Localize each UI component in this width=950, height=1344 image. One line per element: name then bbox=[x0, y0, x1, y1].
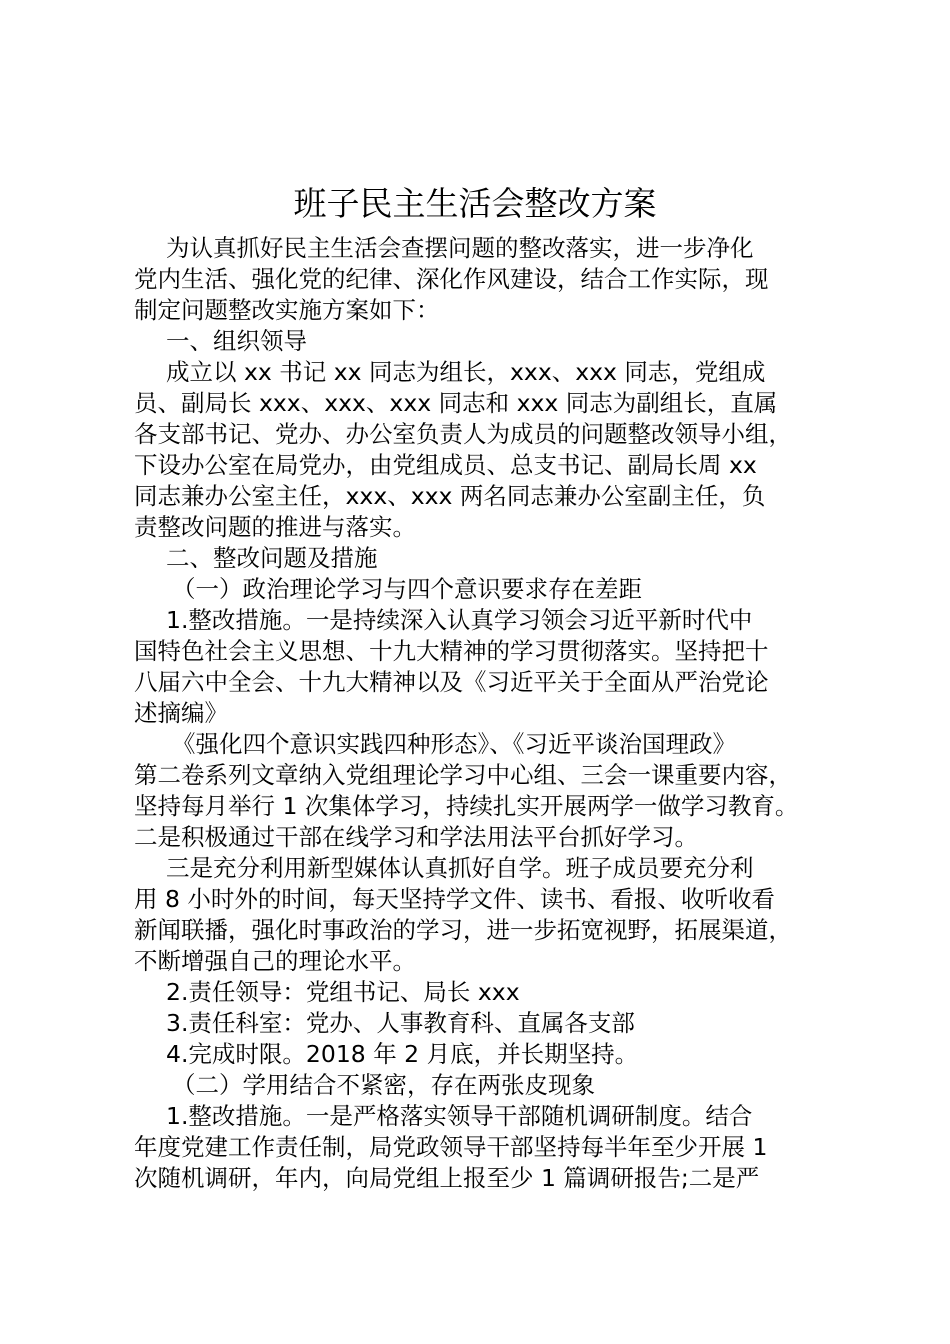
paragraph-line: 为认真抓好民主生活会查摆问题的整改落实，进一步净化 bbox=[166, 234, 754, 262]
paragraph-line: 各支部书记、党办、办公室负责人为成员的问题整改领导小组， bbox=[134, 420, 792, 448]
paragraph-line: 1.整改措施。一是严格落实领导干部随机调研制度。结合 bbox=[166, 1102, 753, 1130]
paragraph-line: 用 8 小时外的时间，每天坚持学文件、读书、看报、收听收看 bbox=[134, 885, 775, 913]
paragraph-line: 员、副局长 xxx、xxx、xxx 同志和 xxx 同志为副组长，直属 bbox=[134, 389, 778, 417]
paragraph-line: 次随机调研，年内，向局党组上报至少 1 篇调研报告;二是严 bbox=[134, 1164, 760, 1192]
section-heading: 二、整改问题及措施 bbox=[166, 544, 378, 572]
paragraph-line: 二是积极通过干部在线学习和学法用法平台抓好学习。 bbox=[134, 823, 698, 851]
paragraph-line: 成立以 xx 书记 xx 同志为组长，xxx、xxx 同志，党组成 bbox=[166, 358, 766, 386]
paragraph-line: 党内生活、强化党的纪律、深化作风建设，结合工作实际，现 bbox=[134, 265, 769, 293]
paragraph-line: 不断增强自己的理论水平。 bbox=[134, 947, 416, 975]
document-title: 班子民主生活会整改方案 bbox=[293, 184, 657, 223]
paragraph-line: 国特色社会主义思想、十九大精神的学习贯彻落实。坚持把十 bbox=[134, 637, 769, 665]
paragraph-line: 坚持每月举行 1 次集体学习，持续扎实开展两学一做学习教育。 bbox=[134, 792, 799, 820]
paragraph-line: 3.责任科室：党办、人事教育科、直属各支部 bbox=[166, 1009, 635, 1037]
paragraph-line: 新闻联播，强化时事政治的学习，进一步拓宽视野，拓展渠道， bbox=[134, 916, 792, 944]
section-heading: 一、组织领导 bbox=[166, 327, 307, 355]
paragraph-line: 下设办公室在局党办，由党组成员、总支书记、副局长周 xx bbox=[134, 451, 757, 479]
paragraph-line: 4.完成时限。2018 年 2 月底，并长期坚持。 bbox=[166, 1040, 639, 1068]
subsection-heading: （一）政治理论学习与四个意识要求存在差距 bbox=[172, 575, 642, 603]
paragraph-line: 《强化四个意识实践四种形态》、《习近平谈治国理政》 bbox=[172, 730, 736, 758]
paragraph-line: 述摘编》 bbox=[134, 699, 228, 727]
paragraph-line: 年度党建工作责任制，局党政领导干部坚持每半年至少开展 1 bbox=[134, 1133, 768, 1161]
paragraph-line: 责整改问题的推进与落实。 bbox=[134, 513, 416, 541]
paragraph-line: 三是充分利用新型媒体认真抓好自学。班子成员要充分利 bbox=[166, 854, 754, 882]
paragraph-line: 第二卷系列文章纳入党组理论学习中心组、三会一课重要内容， bbox=[134, 761, 792, 789]
subsection-heading: （二）学用结合不紧密，存在两张皮现象 bbox=[172, 1071, 595, 1099]
paragraph-line: 八届六中全会、十九大精神以及《习近平关于全面从严治党论 bbox=[134, 668, 769, 696]
paragraph-line: 同志兼办公室主任，xxx、xxx 两名同志兼办公室副主任，负 bbox=[134, 482, 766, 510]
paragraph-line: 2.责任领导：党组书记、局长 xxx bbox=[166, 978, 520, 1006]
paragraph-line: 制定问题整改实施方案如下： bbox=[134, 296, 440, 324]
paragraph-line: 1.整改措施。一是持续深入认真学习领会习近平新时代中 bbox=[166, 606, 753, 634]
